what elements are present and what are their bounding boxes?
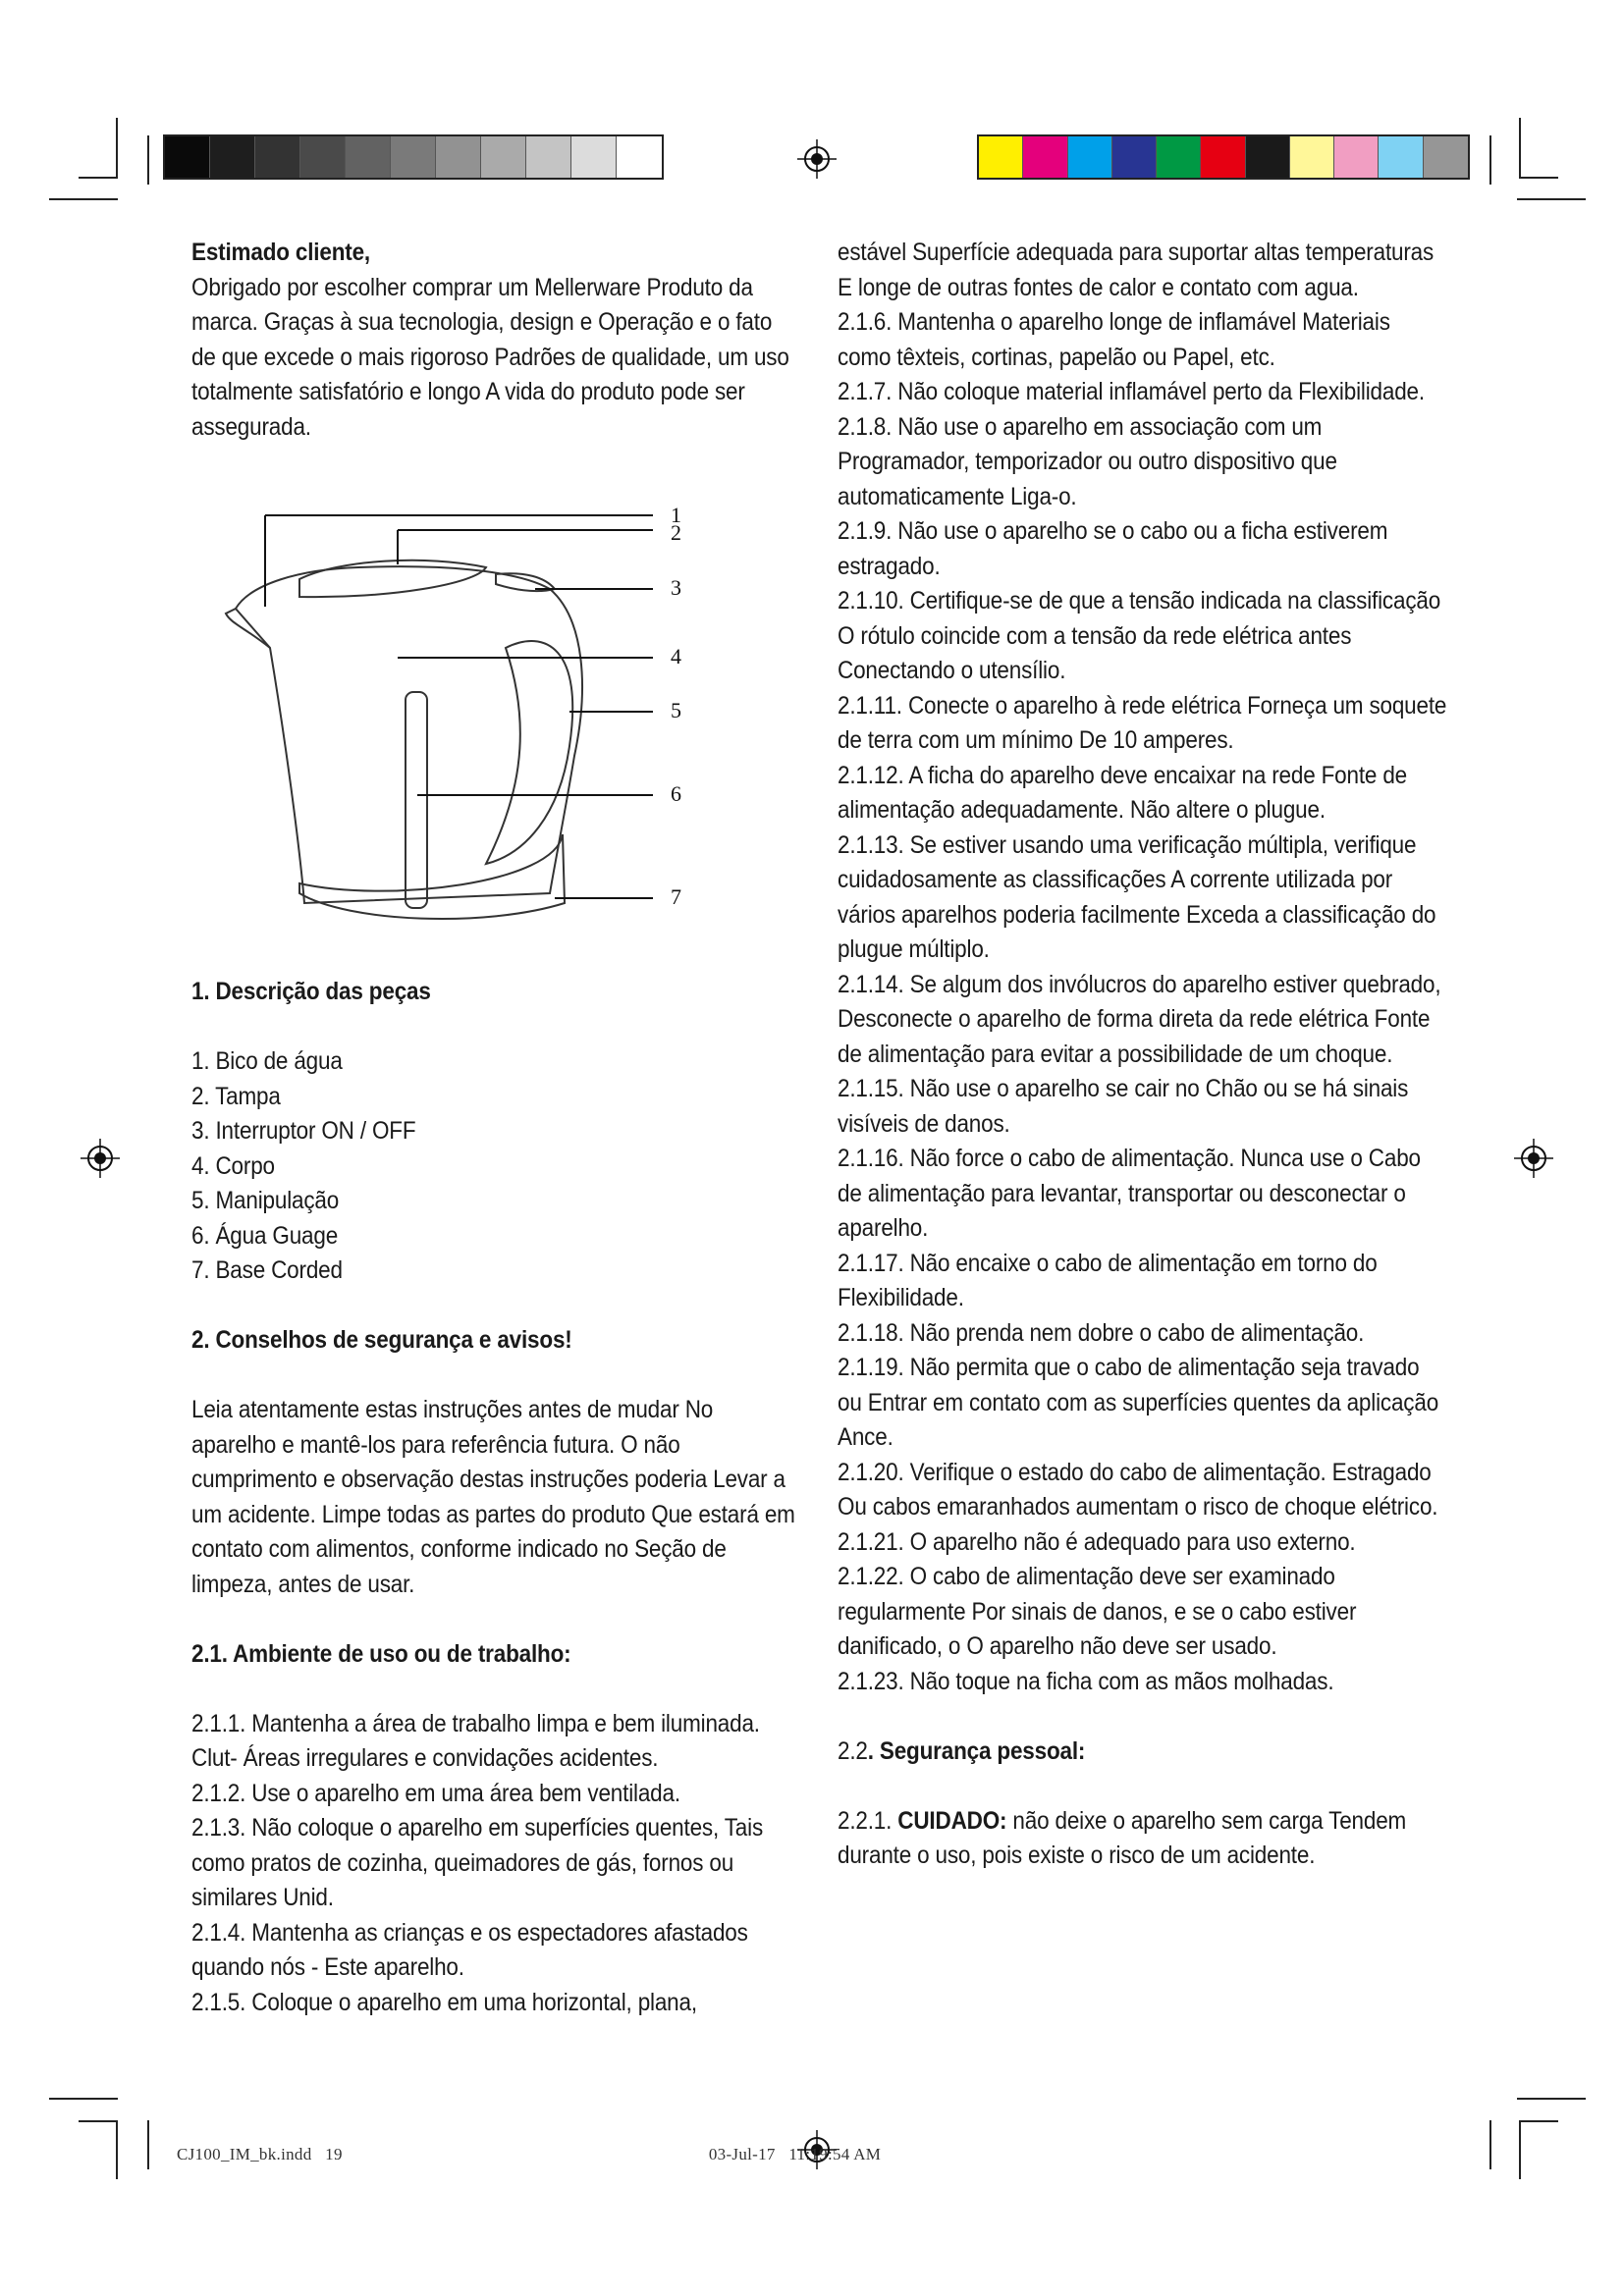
color-swatch-8 xyxy=(1290,136,1334,178)
grayscale-calibration-strip xyxy=(163,134,664,180)
registration-mark-top xyxy=(795,137,839,181)
color-swatch-5 xyxy=(1157,136,1201,178)
caution-label: CUIDADO: xyxy=(897,1806,1007,1835)
greeting-body: Obrigado por escolher comprar um Mellerware Produto da marca. Graças à sua tecnologia, design e Operação e o fato de que excede o mais rigoroso Padrões de qualidade, um uso totalmente satisfatório e longo A vida do produto pode ser assegurada. xyxy=(191,273,789,441)
callout-3: 3 xyxy=(671,575,681,600)
environment-item: 2.1.21. O aparelho não é adequado para uso externo. xyxy=(838,1527,1356,1556)
environment-item: 2.1.12. A ficha do aparelho deve encaixar na rede Fonte de alimentação adequadamente. Não altere o plugue. xyxy=(838,761,1407,824)
callout-5: 5 xyxy=(671,698,681,722)
gray-swatch-9 xyxy=(526,136,571,178)
environment-item: 2.1.5. Coloque o aparelho em uma horizontal, plana, xyxy=(191,1988,697,2016)
personal-heading xyxy=(838,1735,1447,1770)
crop-mark-bottom-left-h2 xyxy=(79,2120,118,2122)
color-swatch-4 xyxy=(1112,136,1157,178)
environment-item: 2.1.22. O cabo de alimentação deve ser examinado regularmente Por sinais de danos, e se o cabo estiver danificado, o O aparelho não deve ser usado. xyxy=(838,1563,1357,1660)
crop-mark-top-left-h2 xyxy=(79,177,118,179)
gray-swatch-8 xyxy=(481,136,526,178)
crop-mark-top-right-v2 xyxy=(1489,135,1491,185)
environment-item: 2.1.3. Não coloque o aparelho em superfícies quentes, Tais como pratos de cozinha, queimadores de gás, fornos ou similares Unid. xyxy=(191,1814,764,1911)
color-swatch-10 xyxy=(1379,136,1423,178)
crop-mark-bottom-left-h xyxy=(49,2098,118,2100)
safety-heading: 2. Conselhos de segurança e avisos! xyxy=(191,1326,572,1354)
environment-item: 2.1.17. Não encaixe o cabo de alimentação em torno do Flexibilidade. xyxy=(838,1249,1378,1311)
personal-heading-number: 2.2 xyxy=(838,1736,868,1765)
parts-heading: 1. Descrição das peças xyxy=(191,978,431,1005)
safety-intro: Leia atentamente estas instruções antes de mudar No aparelho e mantê-los para referência futura. O não cumprimento e observação destas instruções poderia Levar a um acidente. Limpe todas as partes do produto Que estará em contato com alimentos, conforme indicado no Seção de limpeza, antes de usar. xyxy=(191,1396,795,1598)
crop-mark-bottom-right-v2 xyxy=(1489,2120,1491,2169)
callout-2: 2 xyxy=(671,520,681,545)
parts-item: 3. Interruptor ON / OFF xyxy=(191,1117,416,1145)
environment-item: 2.1.15. Não use o aparelho se cair no Chão ou se há sinais visíveis de danos. xyxy=(838,1075,1409,1138)
crop-mark-top-left-v2 xyxy=(147,135,149,185)
gray-swatch-6 xyxy=(391,136,436,178)
crop-mark-bottom-right-h xyxy=(1517,2098,1586,2100)
environment-item: 2.1.8. Não use o aparelho em associação com um Programador, temporizador ou outro dispositivo que automaticamente Liga-o. xyxy=(838,412,1337,510)
environment-heading: 2.1. Ambiente de uso ou de trabalho: xyxy=(191,1639,571,1668)
gray-swatch-5 xyxy=(346,136,391,178)
parts-item: 7. Base Corded xyxy=(191,1256,343,1284)
crop-mark-bottom-left-v xyxy=(116,2120,118,2179)
parts-item: 5. Manipulação xyxy=(191,1187,340,1214)
callout-4: 4 xyxy=(671,644,681,668)
environment-item: 2.1.6. Mantenha o aparelho longe de inflamável Materiais como têxteis, cortinas, papelão ou Papel, etc. xyxy=(838,308,1390,371)
personal-item xyxy=(838,1804,1447,1874)
environment-item: 2.1.16. Não force o cabo de alimentação. Nunca use o Cabo de alimentação para levantar, transportar ou desconectar o aparelho. xyxy=(838,1145,1421,1242)
gray-swatch-4 xyxy=(300,136,346,178)
crop-mark-bottom-right-v xyxy=(1519,2120,1521,2179)
color-swatch-9 xyxy=(1334,136,1379,178)
gray-swatch-2 xyxy=(210,136,255,178)
crop-mark-top-right-h xyxy=(1517,198,1586,200)
crop-mark-top-left-h xyxy=(49,198,118,200)
environment-item: 2.1.13. Se estiver usando uma verificação múltipla, verifique cuidadosamente as classificações A corrente utilizada por vários aparelhos poderia facilmente Exceda a classificação do plugue múltiplo. xyxy=(838,830,1436,963)
kettle-handle-outline xyxy=(486,641,572,864)
environment-item: 2.1.18. Não prenda nem dobre o cabo de alimentação. xyxy=(838,1318,1365,1347)
environment-item: 2.1.2. Use o aparelho em uma área bem ventilada. xyxy=(191,1779,680,1807)
environment-item: 2.1.1. Mantenha a área de trabalho limpa e bem iluminada. Clut- Áreas irregulares e convidações acidentes. xyxy=(191,1709,760,1772)
gray-swatch-3 xyxy=(255,136,300,178)
callout-1: 1 xyxy=(671,503,681,527)
parts-item: 6. Água Guage xyxy=(191,1221,339,1250)
environment-item: 2.1.14. Se algum dos invólucros do aparelho estiver quebrado, Desconecte o aparelho de forma direta da rede elétrica Fonte de alimentação para evitar a possibilidade de um choque. xyxy=(838,970,1441,1068)
parts-item: 4. Corpo xyxy=(191,1151,275,1180)
gray-swatch-7 xyxy=(436,136,481,178)
environment-item: 2.1.11. Conecte o aparelho à rede elétrica Forneça um soquete de terra com um mínimo De 10 amperes. xyxy=(838,691,1447,754)
environment-item: 2.1.9. Não use o aparelho se o cabo ou a ficha estiverem estragado. xyxy=(838,517,1388,580)
print-slug: CJ100_IM_bk.indd 19 03-Jul-17 11:19:54 AM xyxy=(177,2145,882,2163)
kettle-spout-outline xyxy=(226,609,270,648)
crop-mark-top-left-v xyxy=(116,118,118,177)
crop-mark-top-right-v xyxy=(1519,118,1521,177)
greeting-title: Estimado cliente, xyxy=(191,239,370,266)
color-swatch-6 xyxy=(1201,136,1245,178)
gray-swatch-1 xyxy=(165,136,210,178)
personal-item-text: não deixe o aparelho sem carga Tendem durante o uso, pois existe o risco de um acidente. xyxy=(838,1806,1407,1869)
kettle-diagram xyxy=(191,491,722,982)
environment-item: estável Superfície adequada para suportar altas temperaturas E longe de outras fontes de calor e contato com agua. xyxy=(838,239,1435,301)
water-gauge-window xyxy=(406,692,427,908)
personal-heading-title: . Segurança pessoal: xyxy=(867,1736,1086,1765)
gray-swatch-11 xyxy=(617,136,662,178)
color-swatch-1 xyxy=(979,136,1023,178)
crop-mark-bottom-left-v2 xyxy=(147,2120,149,2169)
parts-item: 1. Bico de água xyxy=(191,1047,343,1075)
registration-mark-left xyxy=(79,1137,122,1180)
environment-item: 2.1.23. Não toque na ficha com as mãos molhadas. xyxy=(838,1667,1334,1695)
gray-swatch-10 xyxy=(571,136,617,178)
color-swatch-7 xyxy=(1246,136,1290,178)
right-column xyxy=(838,236,1447,1874)
personal-item-number: 2.2.1. xyxy=(838,1806,898,1835)
crop-mark-top-right-h2 xyxy=(1519,177,1558,179)
kettle-body-outline xyxy=(236,566,582,903)
color-swatch-2 xyxy=(1023,136,1067,178)
parts-item: 2. Tampa xyxy=(191,1082,281,1110)
callout-7: 7 xyxy=(671,884,681,909)
color-swatch-11 xyxy=(1424,136,1468,178)
environment-item: 2.1.4. Mantenha as crianças e os espectadores afastados quando nós - Este aparelho. xyxy=(191,1918,748,1981)
environment-item: 2.1.20. Verifique o estado do cabo de alimentação. Estragado Ou cabos emaranhados aumentam o risco de choque elétrico. xyxy=(838,1458,1438,1521)
environment-item: 2.1.7. Não coloque material inflamável perto da Flexibilidade. xyxy=(838,378,1425,405)
environment-item: 2.1.19. Não permita que o cabo de alimentação seja travado ou Entrar em contato com as superfícies quentes da aplicação Ance. xyxy=(838,1354,1439,1451)
crop-mark-bottom-right-h2 xyxy=(1519,2120,1558,2122)
color-calibration-strip xyxy=(977,134,1470,180)
callout-6: 6 xyxy=(671,781,681,806)
color-swatch-3 xyxy=(1068,136,1112,178)
registration-mark-right xyxy=(1512,1137,1555,1180)
kettle-base-outline xyxy=(299,834,565,919)
environment-item: 2.1.10. Certifique-se de que a tensão indicada na classificação O rótulo coincide com a tensão da rede elétrica antes Conectando o utensílio. xyxy=(838,587,1441,684)
